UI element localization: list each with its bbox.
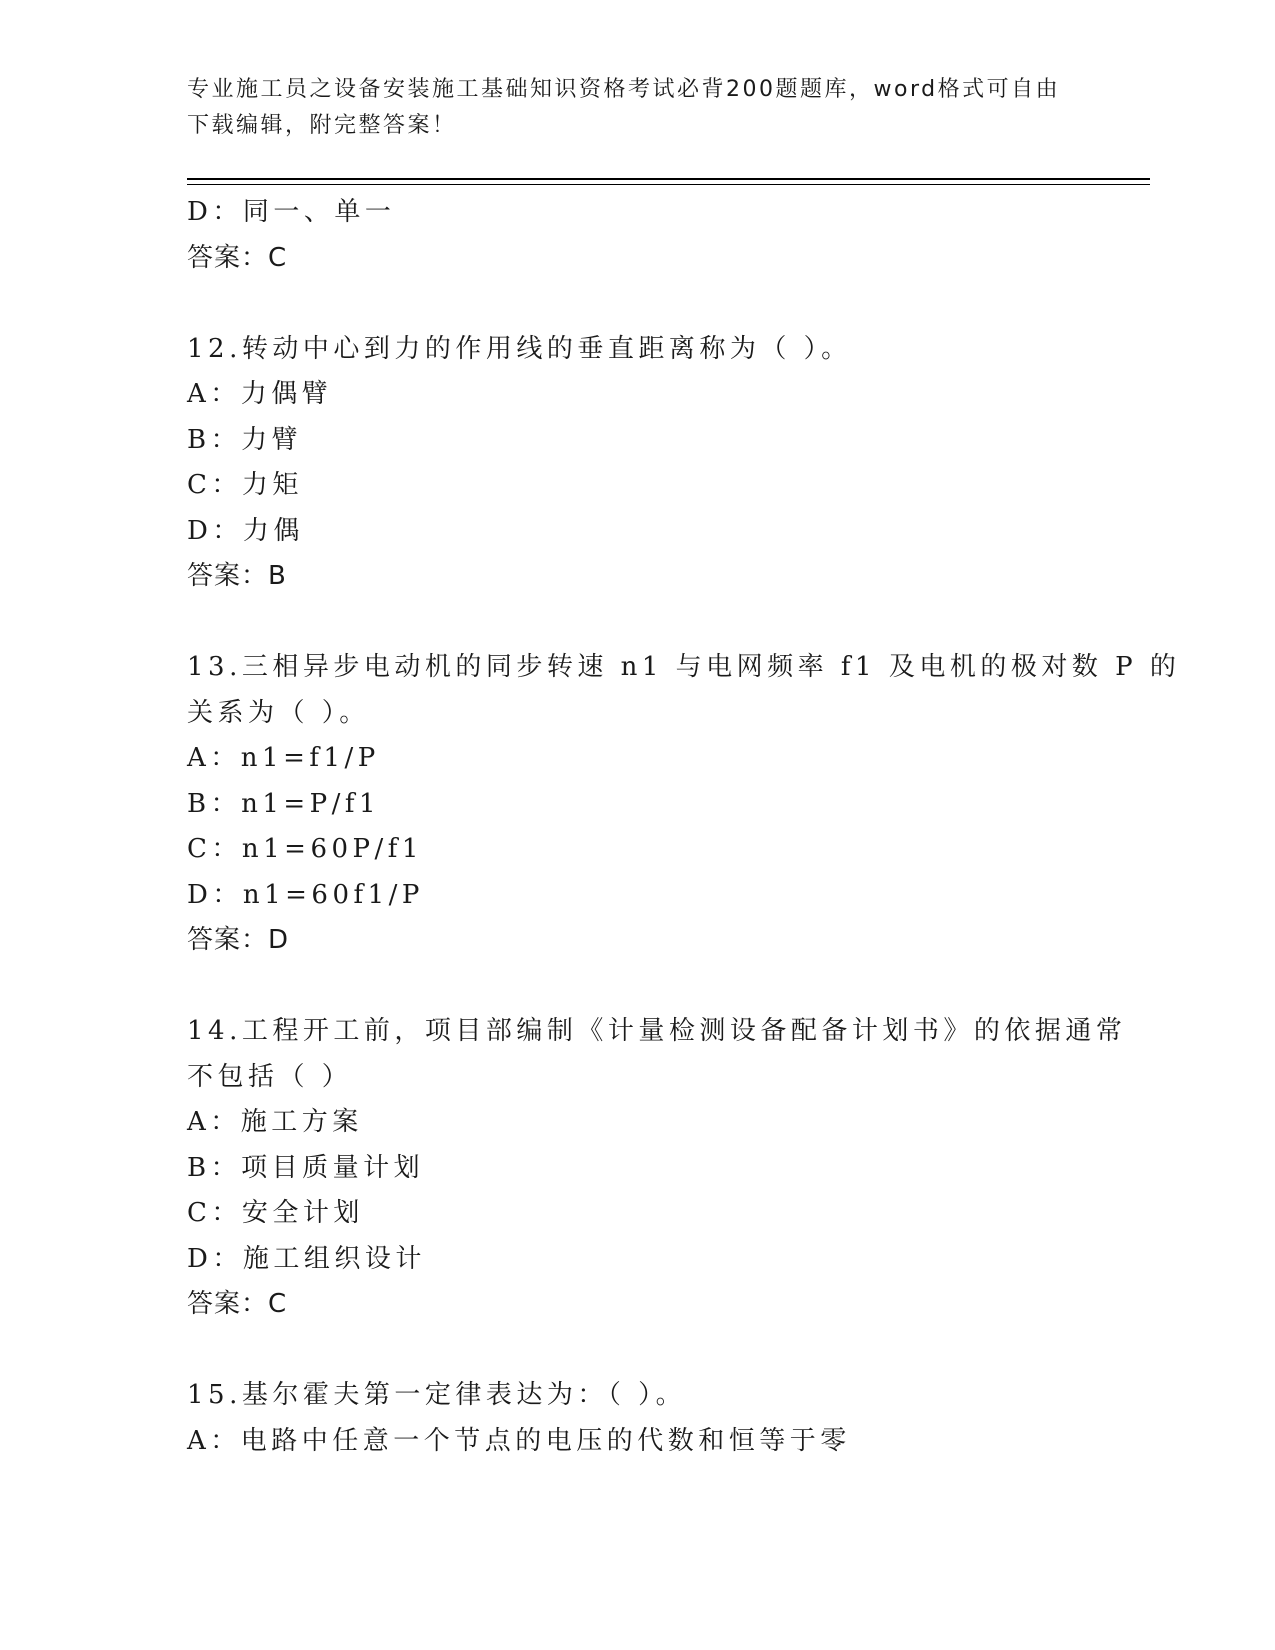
question-12 — [187, 327, 1087, 600]
option-d: D：n1=60f1/P — [187, 879, 424, 910]
question-stem-continued: 关系为（ ）。 — [187, 697, 370, 728]
question-stem: 13.三相异步电动机的同步转速 n1 与电网频率 f1 及电机的极对数 P 的 — [187, 652, 1181, 682]
option-d: D：施工组织设计 — [187, 1243, 426, 1274]
header-line-1: 专业施工员之设备安装施工基础知识资格考试必背200题题库，word格式可自由 — [187, 77, 1061, 102]
option-a: A：电路中任意一个节点的电压的代数和恒等于零 — [187, 1425, 851, 1456]
answer-line: 答案：C — [187, 1289, 288, 1319]
question-spacer — [187, 1328, 1087, 1374]
option-d: D：力偶 — [187, 515, 304, 546]
question-list — [187, 190, 1181, 1464]
answer-line: 答案：C — [187, 242, 288, 273]
option-a: A：力偶臂 — [187, 379, 333, 409]
header-rule-thin — [187, 184, 1150, 185]
question-spacer — [187, 281, 1087, 327]
question-stem: 14.工程开工前，项目部编制《计量检测设备配备计划书》的依据通常 — [187, 1016, 1127, 1046]
document-header — [187, 72, 1077, 144]
question-spacer — [187, 600, 1087, 646]
question-stem: 15.基尔霍夫第一定律表达为：（ ）。 — [187, 1380, 687, 1410]
question-13 — [187, 645, 1181, 964]
question-15 — [187, 1373, 1087, 1464]
option-d: D：同一、单一 — [187, 197, 396, 227]
previous-question-tail — [187, 190, 1087, 281]
question-stem-continued: 不包括（ ） — [187, 1061, 353, 1092]
header-rule-thick — [187, 178, 1150, 180]
option-a: A：施工方案 — [187, 1107, 363, 1137]
answer-line: 答案：D — [187, 925, 290, 955]
header-line-2: 下载编辑，附完整答案！ — [187, 113, 457, 138]
option-c: C：n1=60P/f1 — [187, 834, 423, 864]
question-spacer — [187, 964, 1087, 1010]
question-14 — [187, 1009, 1127, 1328]
answer-line: 答案：B — [187, 561, 287, 591]
question-stem: 12.转动中心到力的作用线的垂直距离称为（ ）。 — [187, 333, 852, 364]
option-a: A：n1=f1/P — [187, 743, 380, 773]
option-b: B：力臂 — [187, 424, 303, 455]
option-b: B：项目质量计划 — [187, 1152, 425, 1183]
option-c: C：力矩 — [187, 470, 303, 500]
option-b: B：n1=P/f1 — [187, 788, 381, 819]
option-c: C：安全计划 — [187, 1198, 364, 1228]
